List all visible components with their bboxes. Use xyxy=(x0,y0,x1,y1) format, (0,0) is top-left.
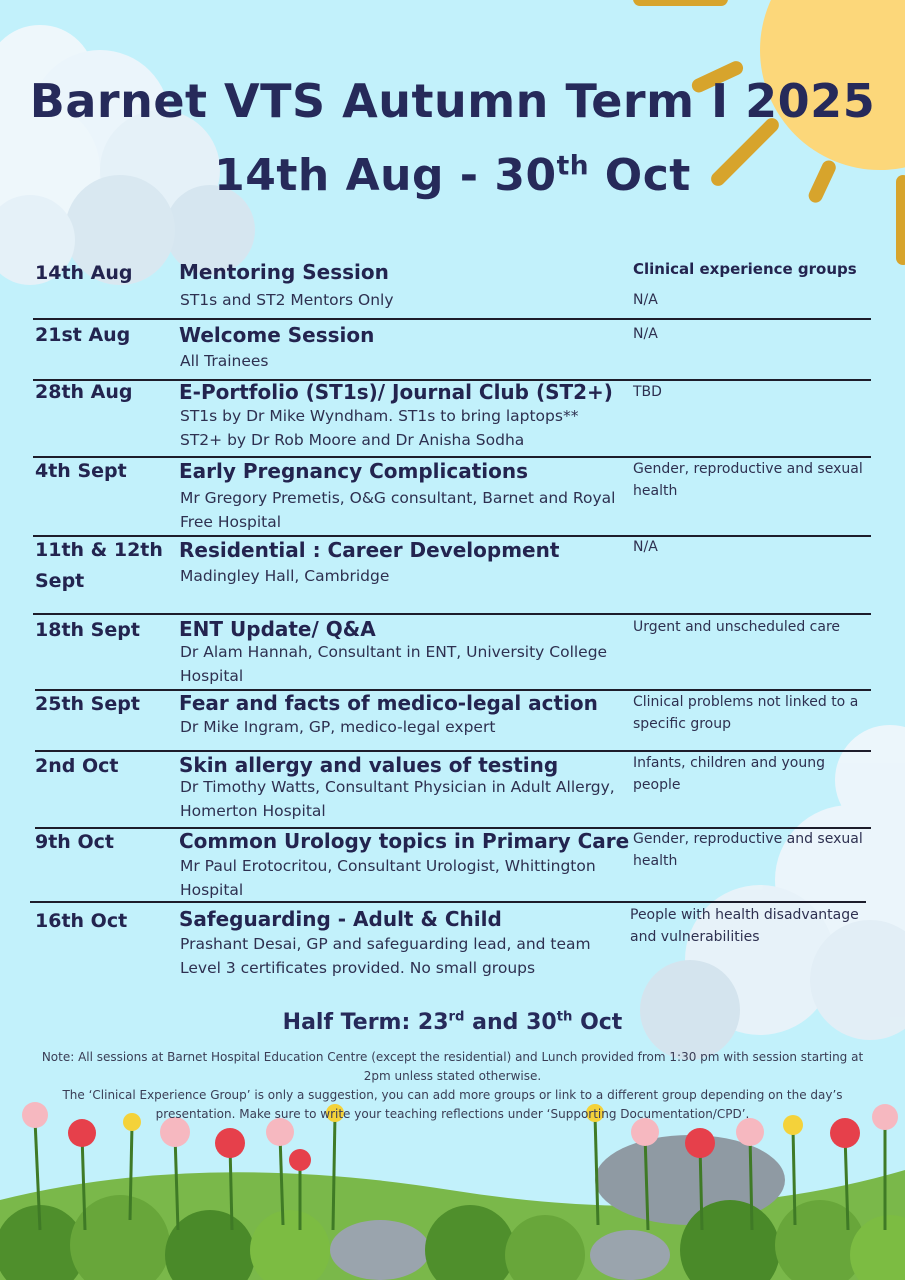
session-group: N/A xyxy=(633,292,658,308)
session-date: 25th Sept xyxy=(35,693,140,715)
half-term-text-end: Oct xyxy=(572,1010,623,1035)
session-date: 28th Aug xyxy=(35,381,133,403)
column-header-groups: Clinical experience groups xyxy=(633,260,857,278)
session-group: N/A xyxy=(633,539,658,555)
subtitle-text-end: Oct xyxy=(588,150,691,201)
session-title: E-Portfolio (ST1s)/ Journal Club (ST2+) xyxy=(179,380,613,404)
session-description xyxy=(180,288,608,312)
session-title: ENT Update/ Q&A xyxy=(179,617,376,641)
session-group: People with health disadvantage and vulnerabilities xyxy=(630,907,859,945)
session-date: 2nd Oct xyxy=(35,755,119,777)
session-description-line: Mr Gregory Premetis, O&G consultant, Barnet and Royal xyxy=(180,489,616,507)
session-title: Early Pregnancy Complications xyxy=(179,459,529,483)
session-description-line: Hospital xyxy=(180,881,244,899)
session-title: Residential : Career Development xyxy=(179,538,560,562)
session-group: Urgent and unscheduled care xyxy=(633,619,841,635)
session-group: Clinical problems not linked to a specific group xyxy=(633,694,859,732)
session-description-line: Level 3 certificates provided. No small groups xyxy=(180,959,536,977)
session-description-line: Homerton Hospital xyxy=(180,802,326,820)
session-description xyxy=(180,715,608,739)
session-group: TBD xyxy=(633,384,662,400)
session-description-line: Dr Mike Ingram, GP, medico-legal expert xyxy=(180,718,496,736)
session-description-line: Madingley Hall, Cambridge xyxy=(180,567,390,585)
session-description-line: ST1s and ST2 Mentors Only xyxy=(180,291,394,309)
session-description xyxy=(180,640,608,688)
session-description-line: Mr Paul Erotocritou, Consultant Urologist, Whittington xyxy=(180,857,596,875)
session-description-line: ST2+ by Dr Rob Moore and Dr Anisha Sodha xyxy=(180,431,525,449)
half-term-text-mid: and 30 xyxy=(464,1010,557,1035)
subtitle-text: 14th Aug - 30 xyxy=(214,150,557,201)
session-title: Welcome Session xyxy=(179,323,375,347)
session-date: 18th Sept xyxy=(35,619,140,641)
row-divider xyxy=(30,901,866,903)
session-title: Skin allergy and values of testing xyxy=(179,753,559,777)
session-description-line: All Trainees xyxy=(180,352,269,370)
note-clinical-groups: The ‘Clinical Experience Group’ is only a suggestion, you can add more groups or link to a different group depending on the day’s presentation. Make sure to write your teaching reflections under ‘Supporting Documentation/CPD’. xyxy=(62,1088,843,1121)
session-description-line: Dr Alam Hannah, Consultant in ENT, University College xyxy=(180,643,608,661)
session-date: 14th Aug xyxy=(35,262,133,284)
session-description-line: ST1s by Dr Mike Wyndham. ST1s to bring laptops** xyxy=(180,407,579,425)
session-description-line: Free Hospital xyxy=(180,513,282,531)
session-title: Mentoring Session xyxy=(179,260,389,284)
subtitle-superscript: th xyxy=(556,150,589,182)
half-term-text: Half Term: 23 xyxy=(282,1010,449,1035)
session-description xyxy=(180,775,615,823)
session-description xyxy=(180,854,608,902)
session-description xyxy=(180,349,608,373)
session-description xyxy=(180,932,608,980)
sun-ray xyxy=(633,0,728,6)
half-term-sup-2: th xyxy=(556,1009,573,1025)
session-description-line: Dr Timothy Watts, Consultant Physician in Adult Allergy, xyxy=(180,778,615,796)
session-title: Fear and facts of medico-legal action xyxy=(179,691,598,715)
session-date: 4th Sept xyxy=(35,460,127,482)
session-description-line: Prashant Desai, GP and safeguarding lead, and team xyxy=(180,935,591,953)
session-group: Gender, reproductive and sexual health xyxy=(633,831,863,869)
session-date: 16th Oct xyxy=(35,910,128,932)
rock xyxy=(330,1220,430,1280)
session-title: Safeguarding - Adult & Child xyxy=(179,907,502,931)
session-group: N/A xyxy=(633,326,658,342)
session-description xyxy=(180,404,608,452)
session-group: Infants, children and young people xyxy=(633,755,825,793)
session-group: Gender, reproductive and sexual health xyxy=(633,461,863,499)
session-title: Common Urology topics in Primary Care xyxy=(179,829,630,853)
session-date: 9th Oct xyxy=(35,831,114,853)
half-term-sup-1: rd xyxy=(448,1009,465,1025)
session-date: 11th & 12th Sept xyxy=(35,539,163,592)
session-description xyxy=(180,564,608,588)
rock xyxy=(590,1230,670,1280)
session-description xyxy=(180,486,616,534)
session-description-line: Hospital xyxy=(180,667,244,685)
page-title: Barnet VTS Autumn Term I 2025 xyxy=(29,74,876,128)
half-term-notice xyxy=(0,1010,905,1035)
note-venue: Note: All sessions at Barnet Hospital Education Centre (except the residential) and Lunch provided from 1:30 pm with session starting at 2pm unless stated otherwise. xyxy=(41,1050,864,1083)
session-date: 21st Aug xyxy=(35,324,131,346)
page-subtitle xyxy=(0,150,905,201)
